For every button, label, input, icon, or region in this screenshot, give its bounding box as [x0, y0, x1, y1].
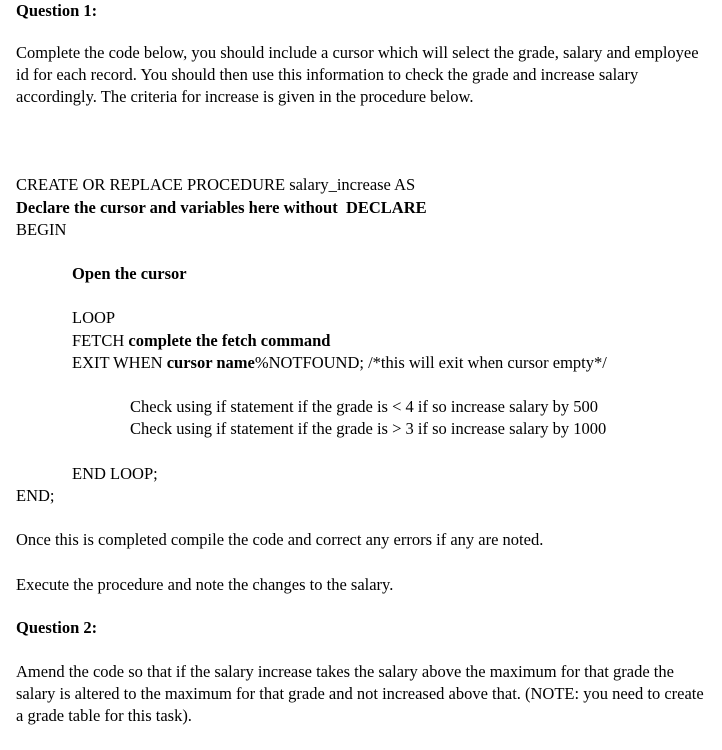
code-begin-line: BEGIN: [16, 220, 67, 239]
code-check-grade-above-3: Check using if statement if the grade is > 3 if so increase salary by 1000: [130, 419, 607, 438]
code-check-grade-below-4: Check using if statement if the grade is < 4 if so increase salary by 500: [130, 397, 598, 416]
code-fetch-line: [72, 330, 330, 352]
fetch-keyword: FETCH: [72, 331, 129, 350]
q1-heading: Question 1:: [16, 1, 98, 20]
code-end-loop-line: END LOOP;: [72, 464, 158, 483]
compile-instruction: Once this is completed compile the code and correct any errors if any are noted.: [16, 530, 544, 549]
q2-heading: Question 2:: [16, 618, 98, 637]
exit-tail: %NOTFOUND; /*this will exit when cursor empty*/: [254, 353, 607, 372]
fetch-note: complete the fetch command: [128, 331, 331, 350]
exit-cursor-note: cursor name: [166, 353, 255, 372]
code-end-line: END;: [16, 486, 55, 505]
exit-keyword: EXIT WHEN: [72, 353, 167, 372]
code-open-cursor-note: Open the cursor: [72, 264, 187, 283]
code-create-line: CREATE OR REPLACE PROCEDURE salary_increase AS: [16, 175, 416, 194]
code-exit-line: [72, 352, 607, 374]
q1-intro: Complete the code below, you should include a cursor which will select the grade, salary and employee id for each record. You should then use this information to check the grade and increase salary accordingly. The criteria for increase is given in the procedure below.: [16, 43, 699, 106]
q2-text: Amend the code so that if the salary increase takes the salary above the maximum for that grade the salary is altered to the maximum for that grade and not increased above that. (NOTE: you need to create a grade table for this task).: [16, 662, 704, 725]
execute-instruction: Execute the procedure and note the changes to the salary.: [16, 575, 394, 594]
code-loop-line: LOOP: [72, 308, 116, 327]
code-declare-note: Declare the cursor and variables here without DECLARE: [16, 198, 427, 217]
